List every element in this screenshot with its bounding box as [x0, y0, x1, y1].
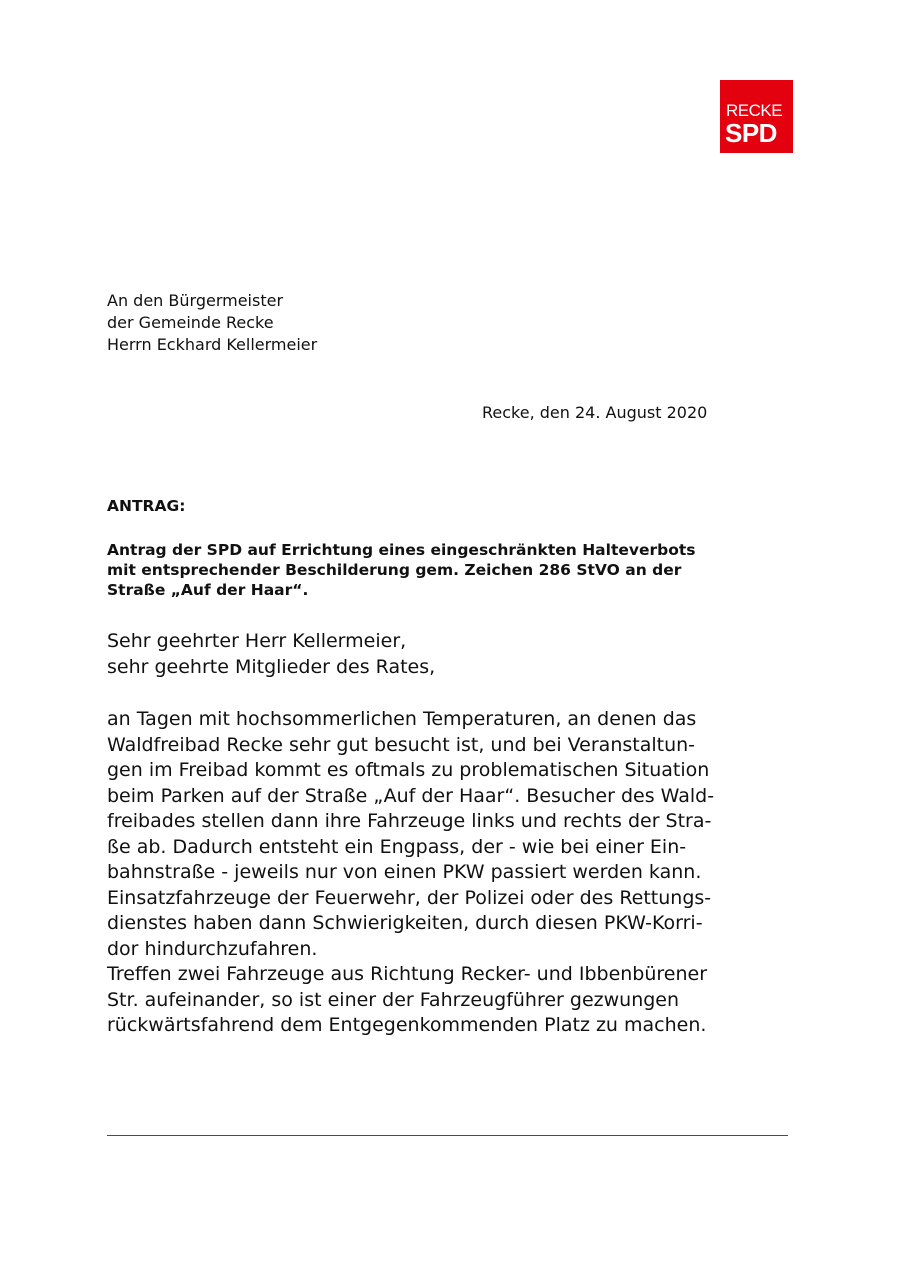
- footer-divider: [107, 1135, 788, 1136]
- address-line-name: Herrn Eckhard Kellermeier: [107, 335, 318, 354]
- body-line: Waldfreibad Recke sehr gut besucht ist, und bei Veranstaltun-: [107, 733, 696, 756]
- body-line: rückwärtsfahrend dem Entgegenkommenden Platz zu machen.: [107, 1014, 707, 1036]
- letter-body: [107, 707, 714, 1039]
- recipient-address: [107, 290, 317, 356]
- salutation-line: sehr geehrte Mitglieder des Rates,: [107, 656, 436, 678]
- subject-heading: [107, 540, 696, 600]
- body-line: an Tagen mit hochsommerlichen Temperaturen, an denen das: [107, 708, 697, 730]
- salutation: [107, 628, 435, 680]
- salutation-line: Sehr geehrter Herr Kellermeier,: [107, 630, 407, 652]
- body-line: bahnstraße - jeweils nur von einen PKW passiert werden kann.: [107, 861, 702, 883]
- body-line: gen im Freibad kommt es oftmals zu problematischen Situation: [107, 759, 710, 781]
- spd-recke-logo: [720, 80, 793, 153]
- address-line-municipality: der Gemeinde Recke: [107, 313, 274, 332]
- letter-date: Recke, den 24. August 2020: [482, 403, 708, 422]
- body-line: freibades stellen dann ihre Fahrzeuge links und rechts der Stra-: [107, 810, 712, 832]
- subject-line: Antrag der SPD auf Errichtung eines eingeschränkten Halteverbots: [107, 541, 696, 559]
- body-line: dienstes haben dann Schwierigkeiten, durch diesen PKW-Korri-: [107, 912, 703, 934]
- document-type-label: ANTRAG:: [107, 497, 186, 515]
- body-line: Einsatzfahrzeuge der Feuerwehr, der Polizei oder des Rettungs-: [107, 886, 712, 909]
- body-line: Str. aufeinander, so ist einer der Fahrzeugführer gezwungen: [107, 988, 680, 1011]
- body-line: ße ab. Dadurch entsteht ein Engpass, der - wie bei einer Ein-: [107, 835, 687, 858]
- subject-line: Straße „Auf der Haar“.: [107, 581, 309, 599]
- address-line-recipient: An den Bürgermeister: [107, 291, 284, 310]
- logo-text-recke: RECKE: [726, 101, 783, 120]
- body-line: Treffen zwei Fahrzeuge aus Richtung Recker- und Ibbenbürener: [107, 963, 708, 985]
- body-line: beim Parken auf der Straße „Auf der Haar“. Besucher des Wald-: [107, 784, 715, 807]
- body-line: dor hindurchzufahren.: [107, 937, 318, 960]
- logo-text-spd: SPD: [725, 118, 777, 148]
- subject-line: mit entsprechender Beschilderung gem. Zeichen 286 StVO an der: [107, 561, 682, 579]
